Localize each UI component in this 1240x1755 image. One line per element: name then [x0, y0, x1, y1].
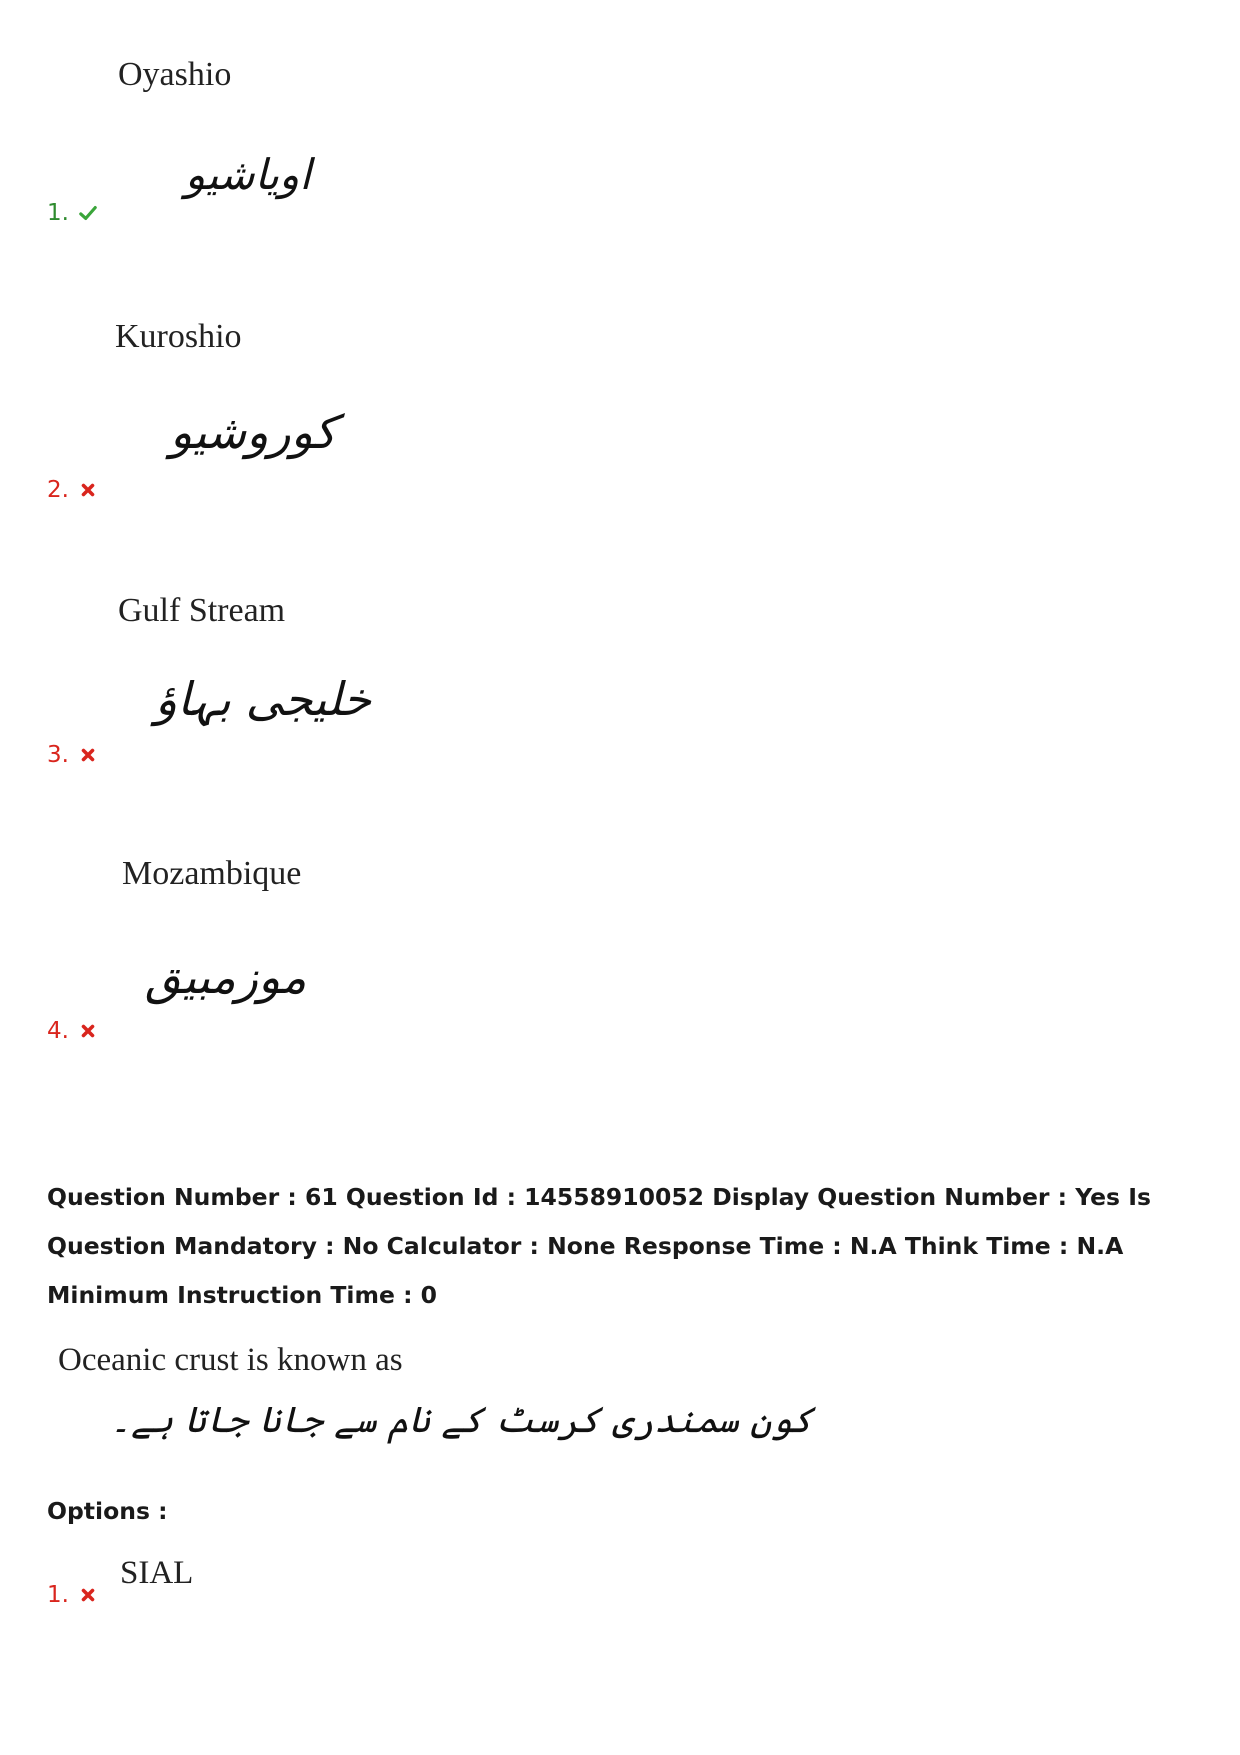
question-text-urdu: کون سمندری کرسٹ کے نام سے جانا جاتا ہے۔	[110, 1400, 814, 1441]
option-number: 1.	[47, 200, 69, 226]
option-number: 4.	[47, 1018, 69, 1044]
question-text-english: Oceanic crust is known as	[58, 1342, 403, 1378]
option-3-marker	[47, 742, 97, 768]
option-4-marker	[47, 1018, 97, 1044]
question-metadata: Question Number : 61 Question Id : 14558910052 Display Question Number : Yes Is Question Mandatory : No Calculator : None Response Time : N.A Think Time : N.A Minimum Instruction Time : 0	[47, 1183, 1151, 1309]
option-number: 2.	[47, 477, 69, 503]
option-1-urdu: اویاشیو	[185, 150, 311, 199]
cross-icon	[79, 1022, 97, 1040]
option-1-english: Oyashio	[118, 56, 232, 93]
option-1-marker	[47, 200, 97, 226]
current-option-1-english: SIAL	[120, 1555, 194, 1591]
option-3-english: Gulf Stream	[118, 592, 286, 629]
option-number: 1.	[47, 1582, 69, 1608]
option-2-urdu: کوروشیو	[170, 405, 337, 459]
options-heading: Options :	[47, 1497, 168, 1525]
cross-icon	[79, 481, 97, 499]
cross-icon	[79, 1586, 97, 1604]
option-4-urdu: موزمبیق	[145, 950, 307, 1004]
check-icon	[79, 204, 97, 222]
cross-icon	[79, 746, 97, 764]
option-4-english: Mozambique	[122, 855, 302, 892]
option-3-urdu: خلیجی بہاؤ	[155, 672, 372, 726]
option-2-marker	[47, 477, 97, 503]
option-2-english: Kuroshio	[115, 318, 242, 355]
current-option-1-marker	[47, 1582, 97, 1608]
option-number: 3.	[47, 742, 69, 768]
